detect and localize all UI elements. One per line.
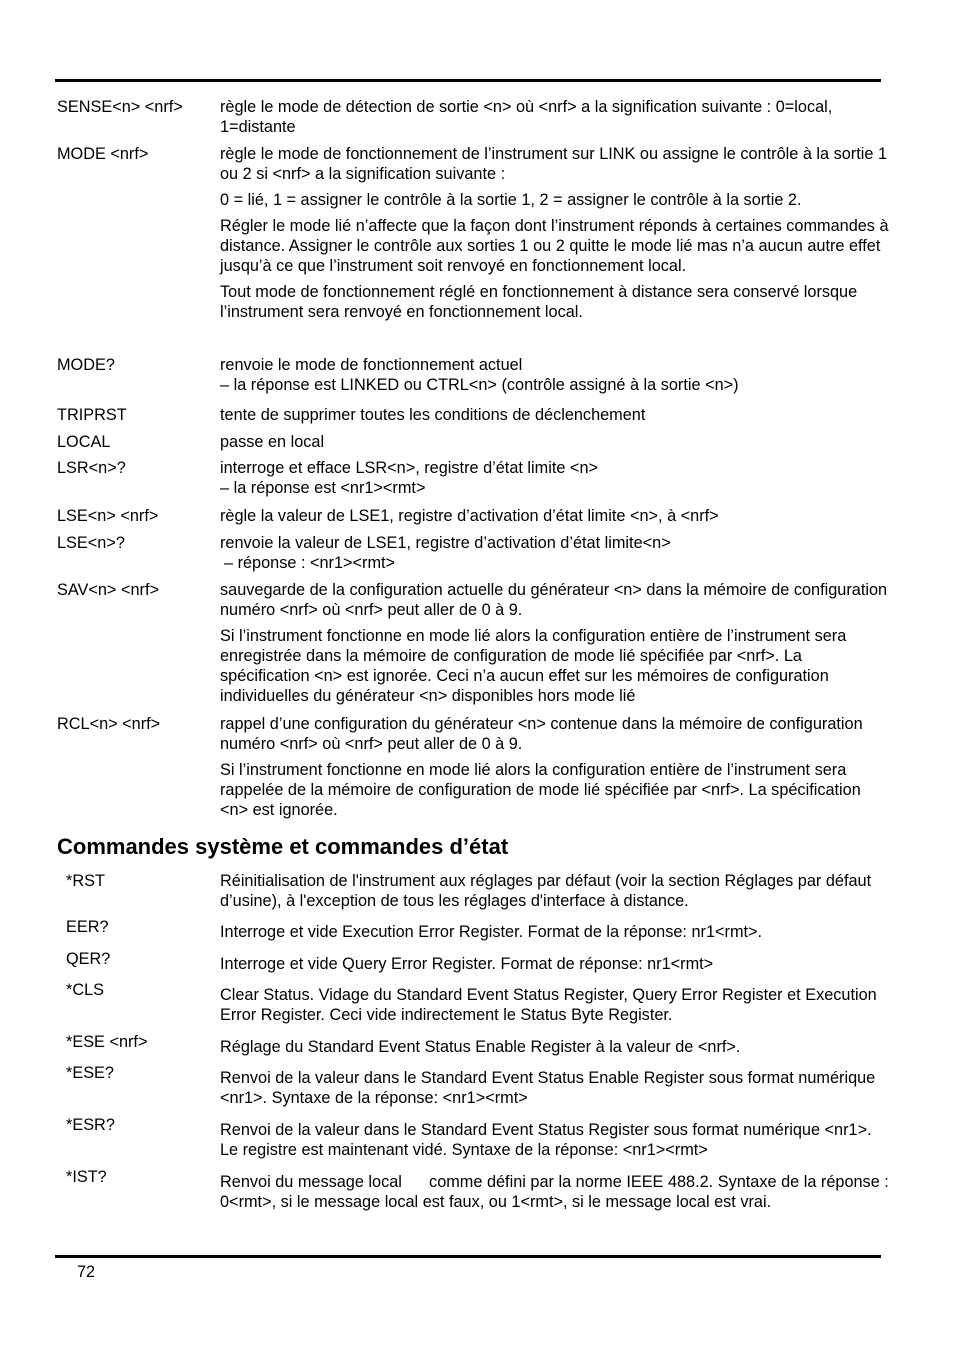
command-name: *IST? (66, 1168, 107, 1186)
command-name: QER? (66, 950, 111, 968)
top-rule (55, 79, 881, 82)
bottom-rule (55, 1255, 881, 1258)
command-description (220, 355, 890, 395)
command-name: LSE<n> <nrf> (57, 507, 159, 525)
command-description: Renvoi du message local comme défini par la norme IEEE 488.2. Syntaxe de la réponse : 0<rmt>, si le message local est faux, ou 1<rmt>, si le message local est vrai. (220, 1173, 894, 1211)
command-description: Renvoi de la valeur dans le Standard Event Status Register sous format numérique <nr1>. Le registre est maintenant vidé. Syntaxe de la réponse: <nr1><rmt> (220, 1121, 872, 1159)
command-name: EER? (66, 918, 109, 936)
command-name: *ESE? (66, 1064, 114, 1082)
command-name: SAV<n> <nrf> (57, 581, 159, 599)
description-paragraph: Tout mode de fonctionnement réglé en fonctionnement à distance sera conservé lorsque l’instrument sera renvoyé en fonctionnement local. (220, 283, 858, 321)
description-line: tente de supprimer toutes les conditions de déclenchement (220, 406, 646, 424)
description-line: – la réponse est <nr1><rmt> (220, 479, 426, 497)
command-name: *ESE <nrf> (66, 1033, 148, 1051)
command-name: *RST (66, 872, 105, 890)
description-line: règle la valeur de LSE1, registre d’activation d’état limite <n>, à <nrf> (220, 507, 719, 525)
command-name: MODE? (57, 356, 115, 374)
description-line: – la réponse est LINKED ou CTRL<n> (contrôle assigné à la sortie <n>) (220, 376, 739, 394)
description-paragraph: règle le mode de détection de sortie <n> où <nrf> a la signification suivante : 0=local, 1=distante (220, 98, 833, 136)
command-description: Réinitialisation de l'instrument aux réglages par défaut (voir la section Réglages par défaut d’usine), à l'exception de tous les réglages d'interface à distance. (220, 872, 872, 910)
command-description (220, 533, 890, 573)
command-name: RCL<n> <nrf> (57, 715, 161, 733)
command-description (220, 144, 890, 322)
command-description (220, 506, 890, 526)
description-paragraph: Si l’instrument fonctionne en mode lié alors la configuration entière de l’instrument sera enregistrée dans la mémoire de configuration de mode lié spécifiée par <nrf>. La spécification <n> est ignorée. Ceci n’a aucun effet sur les mémoires de configuration individuelles du générateur <n> disponibles hors mode lié (220, 627, 847, 705)
command-name: MODE <nrf> (57, 145, 149, 163)
command-description (220, 714, 890, 820)
description-paragraph: Si l’instrument fonctionne en mode lié alors la configuration entière de l’instrument sera rappelée de la mémoire de configuration de mode lié spécifiée par <nrf>. La spécification <n> est ignorée. (220, 761, 861, 819)
command-description: Clear Status. Vidage du Standard Event Status Register, Query Error Register et Execution Error Register. Ceci vide indirectement le Status Byte Register. (220, 986, 877, 1024)
description-paragraph: 0 = lié, 1 = assigner le contrôle à la sortie 1, 2 = assigner le contrôle à la sortie 2. (220, 191, 802, 209)
command-description (220, 580, 890, 706)
command-name: *ESR? (66, 1116, 115, 1134)
command-description (220, 458, 890, 498)
command-description: Interroge et vide Query Error Register. Format de réponse: nr1<rmt> (220, 955, 714, 973)
section-heading: Commandes système et commandes d’état (57, 834, 509, 859)
command-description: Renvoi de la valeur dans le Standard Event Status Enable Register sous format numérique <nr1>. Syntaxe de la réponse: <nr1><rmt> (220, 1069, 876, 1107)
description-line: renvoie la valeur de LSE1, registre d’activation d’état limite<n> (220, 534, 671, 552)
description-line: – réponse : <nr1><rmt> (224, 554, 396, 572)
description-line: interroge et efface LSR<n>, registre d’état limite <n> (220, 459, 599, 477)
description-line: renvoie le mode de fonctionnement actuel (220, 356, 523, 374)
command-description: Réglage du Standard Event Status Enable Register à la valeur de <nrf>. (220, 1038, 741, 1056)
command-name: LSE<n>? (57, 534, 125, 552)
command-name: LSR<n>? (57, 459, 126, 477)
command-description: Interroge et vide Execution Error Register. Format de la réponse: nr1<rmt>. (220, 923, 763, 941)
command-description (220, 97, 890, 137)
description-paragraph: rappel d’une configuration du générateur <n> contenue dans la mémoire de configuration numéro <nrf> où <nrf> peut aller de 0 à 9. (220, 715, 863, 753)
command-name: *CLS (66, 981, 105, 999)
command-name: SENSE<n> <nrf> (57, 98, 183, 116)
description-paragraph: sauvegarde de la configuration actuelle du générateur <n> dans la mémoire de configuration numéro <nrf> où <nrf> peut aller de 0 à 9. (220, 581, 888, 619)
command-description (220, 432, 890, 452)
description-line: passe en local (220, 433, 325, 451)
command-description (220, 405, 890, 425)
page-number: 72 (77, 1263, 96, 1281)
command-name: LOCAL (57, 433, 111, 451)
description-paragraph: Régler le mode lié n’affecte que la façon dont l’instrument réponds à certaines commandes à distance. Assigner le contrôle aux sorties 1 ou 2 quitte le mode lié mas n’a aucun autre effet jusqu’à ce que l’instrument soit renvoyé en fonctionnement local. (220, 217, 889, 275)
description-paragraph: règle le mode de fonctionnement de l’instrument sur LINK ou assigne le contrôle à la sortie 1 ou 2 si <nrf> a la signification suivante : (220, 145, 887, 183)
command-name: TRIPRST (57, 406, 127, 424)
